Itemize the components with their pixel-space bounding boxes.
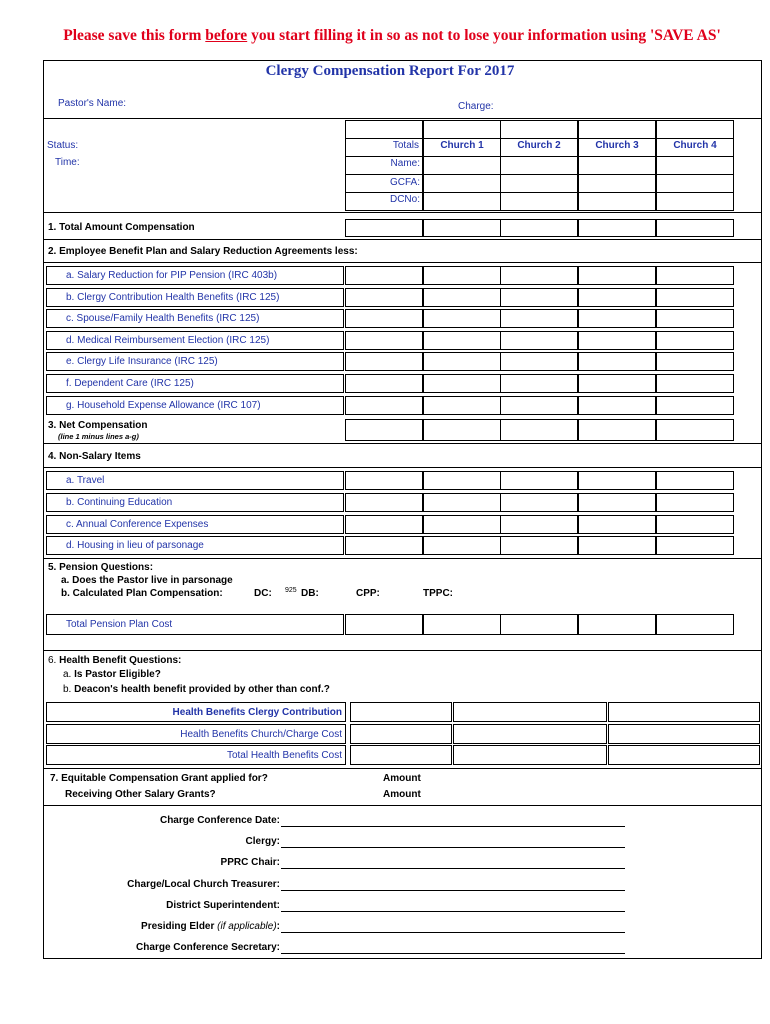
divider <box>44 118 761 119</box>
total-compensation-church-2-input[interactable] <box>500 219 578 237</box>
name-label: Name: <box>390 158 420 169</box>
pension-cost-label: Total Pension Plan Cost <box>66 619 173 630</box>
net-compensation-church-1-input[interactable] <box>423 419 501 441</box>
totals-label: Totals <box>392 140 419 151</box>
divider <box>44 768 761 769</box>
health-row-3-input-2[interactable] <box>453 745 607 765</box>
benefit-row-6-church-1-input[interactable] <box>423 374 501 393</box>
non-salary-row-2-church-3-input[interactable] <box>578 493 656 512</box>
church-4-header: Church 4 <box>673 140 717 151</box>
divider <box>44 443 761 444</box>
non-salary-row-3-totals-input[interactable] <box>345 515 423 534</box>
non-salary-row-1-church-2-input[interactable] <box>500 471 578 490</box>
signature-line-input[interactable] <box>281 826 625 827</box>
benefit-row-5-church-3-input[interactable] <box>578 352 656 371</box>
section3-label: 3. Net Compensation <box>48 420 148 431</box>
benefit-row-5-totals-input[interactable] <box>345 352 423 371</box>
signature-line-input[interactable] <box>281 953 625 954</box>
benefit-row-2-church-4-input[interactable] <box>656 288 734 307</box>
signature-label: Charge Conference Date: <box>159 815 280 826</box>
church-1-header: Church 1 <box>440 140 484 151</box>
header-grid-cell[interactable] <box>578 192 656 211</box>
benefit-row-4-totals-input[interactable] <box>345 331 423 350</box>
header-grid-cell <box>423 120 501 139</box>
signature-label: District Superintendent: <box>166 900 280 911</box>
charge-label: Charge: <box>458 101 494 112</box>
net-compensation-totals-input[interactable] <box>345 419 423 441</box>
divider <box>44 212 761 213</box>
total-compensation-church-3-input[interactable] <box>578 219 656 237</box>
divider <box>44 650 761 651</box>
benefit-row-4-church-2-input[interactable] <box>500 331 578 350</box>
benefit-row-7-church-4-input[interactable] <box>656 396 734 415</box>
health-row-1-input-2[interactable] <box>453 702 607 722</box>
section4-label: 4. Non-Salary Items <box>48 451 141 462</box>
signature-label: Presiding Elder (if applicable): <box>141 921 280 932</box>
pension-cost-church-2-input[interactable] <box>500 614 578 635</box>
non-salary-row-label: d. Housing in lieu of parsonage <box>66 540 204 551</box>
divider <box>44 467 761 468</box>
pastor-name-label: Pastor's Name: <box>58 98 127 109</box>
signature-line-input[interactable] <box>281 890 625 891</box>
non-salary-row-1-church-1-input[interactable] <box>423 471 501 490</box>
divider <box>44 558 761 559</box>
signature-label: Charge Conference Secretary: <box>136 942 280 953</box>
non-salary-row-3-church-2-input[interactable] <box>500 515 578 534</box>
non-salary-row-4-church-1-input[interactable] <box>423 536 501 555</box>
benefit-row-1-totals-input[interactable] <box>345 266 423 285</box>
benefit-row-6-church-3-input[interactable] <box>578 374 656 393</box>
benefit-row-1-church-4-input[interactable] <box>656 266 734 285</box>
benefit-row-3-church-2-input[interactable] <box>500 309 578 328</box>
section1-label: 1. Total Amount Compensation <box>48 222 195 233</box>
signature-label: Charge/Local Church Treasurer: <box>127 879 280 890</box>
benefit-row-6-church-2-input[interactable] <box>500 374 578 393</box>
benefit-row-6-totals-input[interactable] <box>345 374 423 393</box>
benefit-row-1-church-1-input[interactable] <box>423 266 501 285</box>
pension-q-a: a. Does the Pastor live in parsonage <box>61 575 233 586</box>
benefit-row-1-church-2-input[interactable] <box>500 266 578 285</box>
section2-label: 2. Employee Benefit Plan and Salary Reduction Agreements less: <box>48 246 358 257</box>
grant-amount-label: Amount <box>383 773 421 784</box>
benefit-row-2-totals-input[interactable] <box>345 288 423 307</box>
benefit-row-5-church-2-input[interactable] <box>500 352 578 371</box>
health-row-1-input-1[interactable] <box>350 702 452 722</box>
benefit-row-7-church-1-input[interactable] <box>423 396 501 415</box>
health-row-label: Health Benefits Clergy Contribution <box>172 707 342 718</box>
signature-line-input[interactable] <box>281 868 625 869</box>
pension-q-b: b. Calculated Plan Compensation: <box>61 588 223 599</box>
non-salary-row-4-church-2-input[interactable] <box>500 536 578 555</box>
benefit-row-label: c. Spouse/Family Health Benefits (IRC 125) <box>66 313 260 324</box>
non-salary-row-2-church-1-input[interactable] <box>423 493 501 512</box>
header-grid-cell[interactable] <box>656 174 734 193</box>
health-row-2-input-1[interactable] <box>350 724 452 744</box>
benefit-row-label: a. Salary Reduction for PIP Pension (IRC 403b) <box>66 270 278 281</box>
non-salary-row-3-church-1-input[interactable] <box>423 515 501 534</box>
pension-cost-church-1-input[interactable] <box>423 614 501 635</box>
signature-line-input[interactable] <box>281 932 625 933</box>
pension-cost-church-3-input[interactable] <box>578 614 656 635</box>
form-title: Clergy Compensation Report For 2017 <box>265 63 515 79</box>
header-grid-cell <box>500 120 578 139</box>
divider <box>44 239 761 240</box>
benefit-row-4-church-3-input[interactable] <box>578 331 656 350</box>
total-compensation-church-1-input[interactable] <box>423 219 501 237</box>
non-salary-row-4-church-4-input[interactable] <box>656 536 734 555</box>
divider <box>44 262 761 263</box>
header-grid-cell[interactable] <box>656 192 734 211</box>
cpp-label: CPP: <box>356 588 380 599</box>
benefit-row-3-church-4-input[interactable] <box>656 309 734 328</box>
non-salary-row-4-totals-input[interactable] <box>345 536 423 555</box>
non-salary-row-label: c. Annual Conference Expenses <box>66 519 209 530</box>
warning-emphasis: before <box>205 27 248 44</box>
time-label: Time: <box>55 157 80 168</box>
benefit-row-4-church-4-input[interactable] <box>656 331 734 350</box>
benefit-row-label: f. Dependent Care (IRC 125) <box>66 378 194 389</box>
section5-label: 5. Pension Questions: <box>48 562 154 573</box>
non-salary-row-label: b. Continuing Education <box>66 497 173 508</box>
save-warning: Please save this form before you start filling it in so as not to lose your information using 'SAVE AS' <box>63 27 721 44</box>
signature-label: Clergy: <box>245 836 280 847</box>
benefit-row-3-totals-input[interactable] <box>345 309 423 328</box>
other-grants-amount-label: Amount <box>383 789 421 800</box>
health-q-b: b. Deacon's health benefit provided by other than conf.? <box>63 684 330 695</box>
health-q-a: a. Is Pastor Eligible? <box>63 669 161 680</box>
total-compensation-totals-input[interactable] <box>345 219 423 237</box>
benefit-row-7-totals-input[interactable] <box>345 396 423 415</box>
header-grid-cell[interactable] <box>578 174 656 193</box>
benefit-row-2-church-2-input[interactable] <box>500 288 578 307</box>
non-salary-row-label: a. Travel <box>66 475 105 486</box>
benefit-row-7-church-2-input[interactable] <box>500 396 578 415</box>
db-label: DB: <box>301 588 319 599</box>
net-compensation-church-2-input[interactable] <box>500 419 578 441</box>
pension-cost-totals-input[interactable] <box>345 614 423 635</box>
header-grid-cell[interactable] <box>500 174 578 193</box>
health-row-label: Health Benefits Church/Charge Cost <box>180 729 342 740</box>
dcno-label: DCNo: <box>389 194 420 205</box>
benefit-row-6-church-4-input[interactable] <box>656 374 734 393</box>
header-grid-cell[interactable] <box>500 192 578 211</box>
health-row-2-input-3[interactable] <box>608 724 760 744</box>
benefit-row-label: e. Clergy Life Insurance (IRC 125) <box>66 356 218 367</box>
non-salary-row-3-church-4-input[interactable] <box>656 515 734 534</box>
non-salary-row-1-totals-input[interactable] <box>345 471 423 490</box>
benefit-row-2-church-3-input[interactable] <box>578 288 656 307</box>
non-salary-row-4-church-3-input[interactable] <box>578 536 656 555</box>
other-grants-question: Receiving Other Salary Grants? <box>65 789 216 800</box>
net-compensation-church-4-input[interactable] <box>656 419 734 441</box>
health-row-2-input-2[interactable] <box>453 724 607 744</box>
church-2-header: Church 2 <box>517 140 561 151</box>
non-salary-row-3-church-3-input[interactable] <box>578 515 656 534</box>
status-label: Status: <box>47 140 79 151</box>
benefit-row-label: g. Household Expense Allowance (IRC 107) <box>66 400 261 411</box>
total-compensation-church-4-input[interactable] <box>656 219 734 237</box>
church-3-header: Church 3 <box>595 140 639 151</box>
non-salary-row-2-totals-input[interactable] <box>345 493 423 512</box>
divider <box>44 805 761 806</box>
benefit-row-7-church-3-input[interactable] <box>578 396 656 415</box>
header-grid-cell[interactable] <box>423 174 501 193</box>
net-compensation-church-3-input[interactable] <box>578 419 656 441</box>
header-grid-cell[interactable] <box>656 156 734 175</box>
header-grid-cell[interactable] <box>500 156 578 175</box>
signature-line-input[interactable] <box>281 847 625 848</box>
benefit-row-label: b. Clergy Contribution Health Benefits (IRC 125) <box>66 292 280 303</box>
section3-sublabel: (line 1 minus lines a-g) <box>58 432 139 441</box>
header-grid-cell <box>345 120 423 139</box>
benefit-row-3-church-3-input[interactable] <box>578 309 656 328</box>
non-salary-row-1-church-4-input[interactable] <box>656 471 734 490</box>
non-salary-row-2-church-4-input[interactable] <box>656 493 734 512</box>
tppc-label: TPPC: <box>423 588 453 599</box>
gcfa-label: GCFA: <box>389 177 420 188</box>
benefit-row-1-church-3-input[interactable] <box>578 266 656 285</box>
header-grid-cell <box>578 120 656 139</box>
header-grid-cell[interactable] <box>423 156 501 175</box>
header-grid-cell[interactable] <box>423 192 501 211</box>
dc-label: DC: <box>254 588 272 599</box>
health-row-3-input-1[interactable] <box>350 745 452 765</box>
benefit-row-4-church-1-input[interactable] <box>423 331 501 350</box>
benefit-row-5-church-4-input[interactable] <box>656 352 734 371</box>
benefit-row-label: d. Medical Reimbursement Election (IRC 125) <box>66 335 270 346</box>
non-salary-row-1-church-3-input[interactable] <box>578 471 656 490</box>
pension-cost-church-4-input[interactable] <box>656 614 734 635</box>
header-grid-cell[interactable] <box>578 156 656 175</box>
signature-line-input[interactable] <box>281 911 625 912</box>
non-salary-row-2-church-2-input[interactable] <box>500 493 578 512</box>
benefit-row-3-church-1-input[interactable] <box>423 309 501 328</box>
grant-question: 7. Equitable Compensation Grant applied for? <box>50 773 268 784</box>
health-row-3-input-3[interactable] <box>608 745 760 765</box>
signature-label: PPRC Chair: <box>220 857 280 868</box>
header-grid-cell <box>656 120 734 139</box>
section6-label: 6. Health Benefit Questions: <box>48 655 182 666</box>
benefit-row-5-church-1-input[interactable] <box>423 352 501 371</box>
benefit-row-2-church-1-input[interactable] <box>423 288 501 307</box>
health-row-1-input-3[interactable] <box>608 702 760 722</box>
health-row-label: Total Health Benefits Cost <box>226 750 342 761</box>
dc-value: 925 <box>285 587 297 594</box>
